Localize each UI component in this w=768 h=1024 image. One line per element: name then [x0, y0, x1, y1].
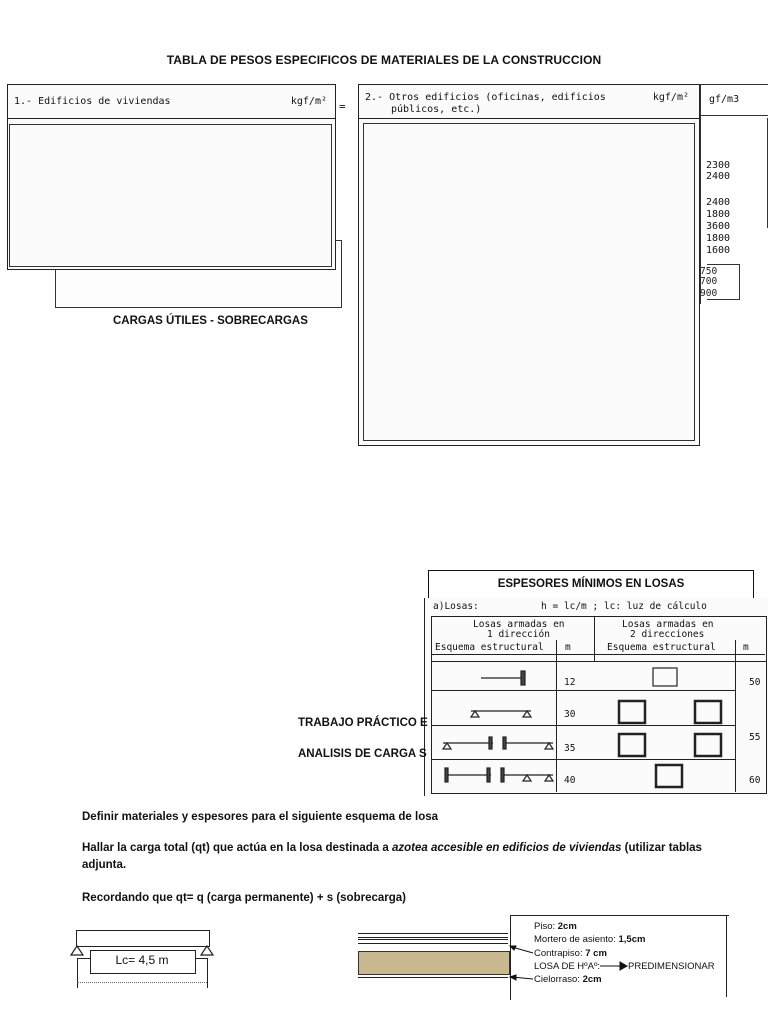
table-unit: kgf/m²	[652, 92, 689, 103]
underlay-extra-value: 750	[700, 266, 718, 277]
label-contrapiso: Contrapiso: 7 cm	[534, 948, 607, 959]
instruction-2: Hallar la carga total (qt) que actúa en la losa destinada a azotea accesible en edificios de viviendas (utilizar tablas adjunta.	[82, 842, 702, 871]
underlay-extra-value: 900	[700, 288, 718, 299]
tp-subtitle: ANALISIS DE CARGA S	[298, 748, 427, 760]
density-value: 1800	[706, 233, 731, 244]
espesores-table	[424, 598, 768, 796]
instruction-1: Definir materiales y espesores para el siguiente esquema de losa	[82, 811, 439, 823]
table-header: públicos, etc.)	[391, 104, 482, 115]
esquema-label: Esquema estructural	[607, 642, 716, 653]
slab-layers-diagram	[356, 915, 756, 999]
m-value: 55	[749, 732, 761, 743]
beam-diagram	[70, 928, 220, 1000]
schema-support	[501, 768, 504, 782]
density-value: 1600	[706, 245, 731, 256]
schema-support	[503, 737, 506, 749]
arrow-head-icon	[510, 975, 516, 980]
table-header: 2.- Otros edificios (oficinas, edificios	[365, 92, 606, 103]
underlay-extra-value: 700	[700, 276, 718, 287]
page-title: TABLA DE PESOS ESPECIFICOS DE MATERIALES DE LA CONSTRUCCION	[166, 53, 602, 67]
schema-support	[489, 737, 492, 749]
m-value: 50	[749, 677, 761, 688]
table-header: 1.- Edificios de viviendas	[14, 96, 171, 107]
label-losa: LOSA DE HºAº:	[534, 961, 601, 972]
beam-length-label: Lc= 4,5 m	[115, 953, 169, 967]
esquema-label: Esquema estructural	[435, 642, 544, 653]
cargas-label: CARGAS ÚTILES - SOBRECARGAS	[113, 315, 308, 327]
arrow-head-icon	[510, 946, 516, 950]
label-mortero: Mortero de asiento: 1,5cm	[534, 934, 646, 945]
m-value: 12	[564, 677, 576, 688]
layer-piso	[358, 933, 508, 938]
m-label: m	[565, 642, 571, 653]
schema-slab	[656, 765, 682, 787]
schema-support	[443, 743, 451, 749]
schema-support	[521, 671, 525, 685]
schema-slab	[695, 701, 721, 723]
schema-support	[545, 743, 553, 749]
table-otros-edificios	[358, 84, 700, 446]
density-value: 3600	[706, 221, 731, 232]
col1-title: 1 dirección	[487, 629, 550, 640]
label-predimensionar: PREDIMENSIONAR	[628, 961, 715, 972]
col2-title: 2 direcciones	[630, 629, 705, 640]
m-value: 40	[564, 775, 576, 786]
density-value: 2400	[706, 171, 731, 182]
pinned-support-icon	[71, 946, 83, 955]
layer-losa	[358, 951, 510, 975]
schema-support	[445, 768, 448, 782]
col1-title: Losas armadas en	[473, 619, 565, 630]
schema-slab	[619, 701, 645, 723]
m-label: m	[743, 642, 749, 653]
table-unit: kgf/m²	[290, 96, 327, 107]
table-body	[361, 124, 691, 444]
layer-cielorraso	[358, 977, 508, 980]
layer-mortero	[358, 939, 508, 944]
schema-support	[523, 711, 531, 717]
density-column	[700, 84, 768, 304]
density-value: 2400	[706, 197, 731, 208]
m-value: 30	[564, 709, 576, 720]
m-value: 60	[749, 775, 761, 786]
density-value: 2300	[706, 160, 731, 171]
tp-title: TRABAJO PRÁCTICO E	[298, 717, 428, 729]
espesores-schemas	[431, 654, 765, 792]
schema-support	[487, 768, 490, 782]
layer-arrows	[506, 943, 636, 983]
espesores-title-box	[428, 570, 754, 600]
schema-support	[471, 711, 479, 717]
espesores-title: ESPESORES MÍNIMOS EN LOSAS	[497, 578, 685, 590]
schema-support	[545, 775, 553, 781]
schema-slab	[695, 734, 721, 756]
espesores-subheader: a)Losas:	[433, 601, 479, 612]
schema-support	[523, 775, 531, 781]
label-piso: Piso: 2cm	[534, 921, 577, 932]
schema-slab	[653, 668, 677, 686]
pinned-support-icon	[201, 946, 213, 955]
equals-sign: =	[339, 100, 346, 113]
espesores-subheader: h = lc/m ; lc: luz de cálculo	[541, 601, 707, 612]
col2-title: Losas armadas en	[622, 619, 714, 630]
label-cielorraso: Cielorraso: 2cm	[534, 974, 602, 985]
instruction-3: Recordando que qt= q (carga permanente) + s (sobrecarga)	[82, 892, 406, 904]
schema-slab	[619, 734, 645, 756]
density-value: 1800	[706, 209, 731, 220]
m-value: 35	[564, 743, 576, 754]
density-unit: gf/m3	[709, 94, 740, 105]
arrow-head-icon	[620, 962, 627, 970]
